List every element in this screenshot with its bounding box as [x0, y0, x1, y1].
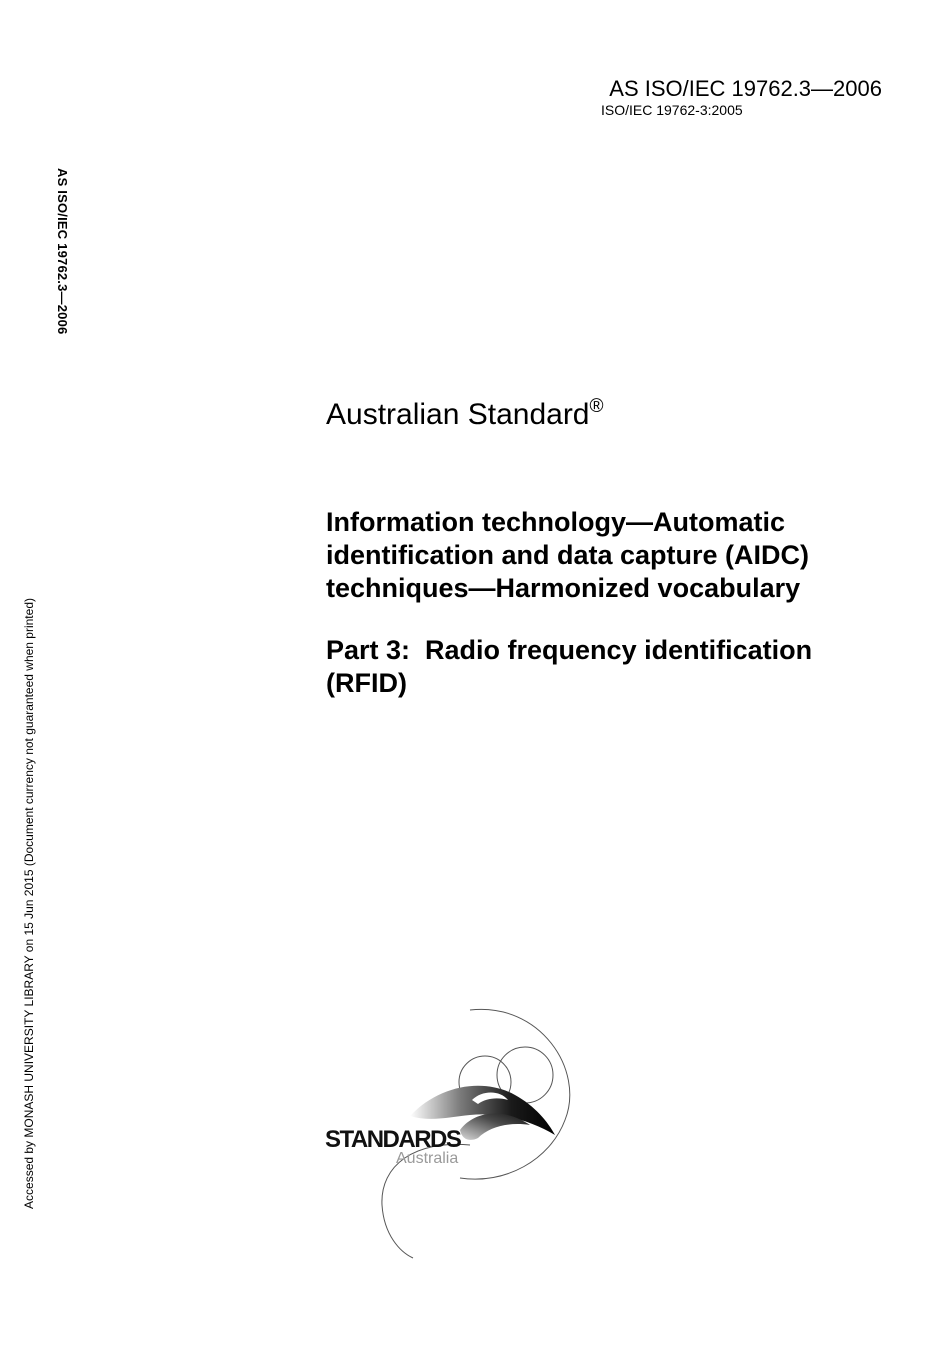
- subtitle-line: Part 3: Radio frequency identification: [326, 635, 813, 665]
- standards-australia-logo: [310, 1000, 590, 1270]
- access-note: Accessed by MONASH UNIVERSITY LIBRARY on 15 Jun 2015 (Document currency not guaranteed when printed): [22, 598, 36, 1209]
- standard-type: [326, 398, 604, 432]
- spine-label: AS ISO/IEC 19762.3—2006: [55, 168, 70, 335]
- iso-document-number: ISO/IEC 19762-3:2005: [601, 102, 743, 118]
- document-subtitle: [326, 634, 906, 700]
- logo-wordmark: STANDARDS: [325, 1126, 461, 1153]
- document-title: [326, 506, 906, 605]
- title-line: identification and data capture (AIDC): [326, 540, 810, 570]
- logo-subtext: Australia: [396, 1150, 459, 1167]
- title-line: techniques—Harmonized vocabulary: [326, 573, 801, 603]
- registered-mark: ®: [589, 396, 604, 417]
- document-number: AS ISO/IEC 19762.3—2006: [609, 76, 882, 101]
- standard-type-label: Australian Standard: [326, 398, 590, 431]
- subtitle-line: (RFID): [326, 668, 407, 698]
- title-line: Information technology—Automatic: [326, 507, 785, 537]
